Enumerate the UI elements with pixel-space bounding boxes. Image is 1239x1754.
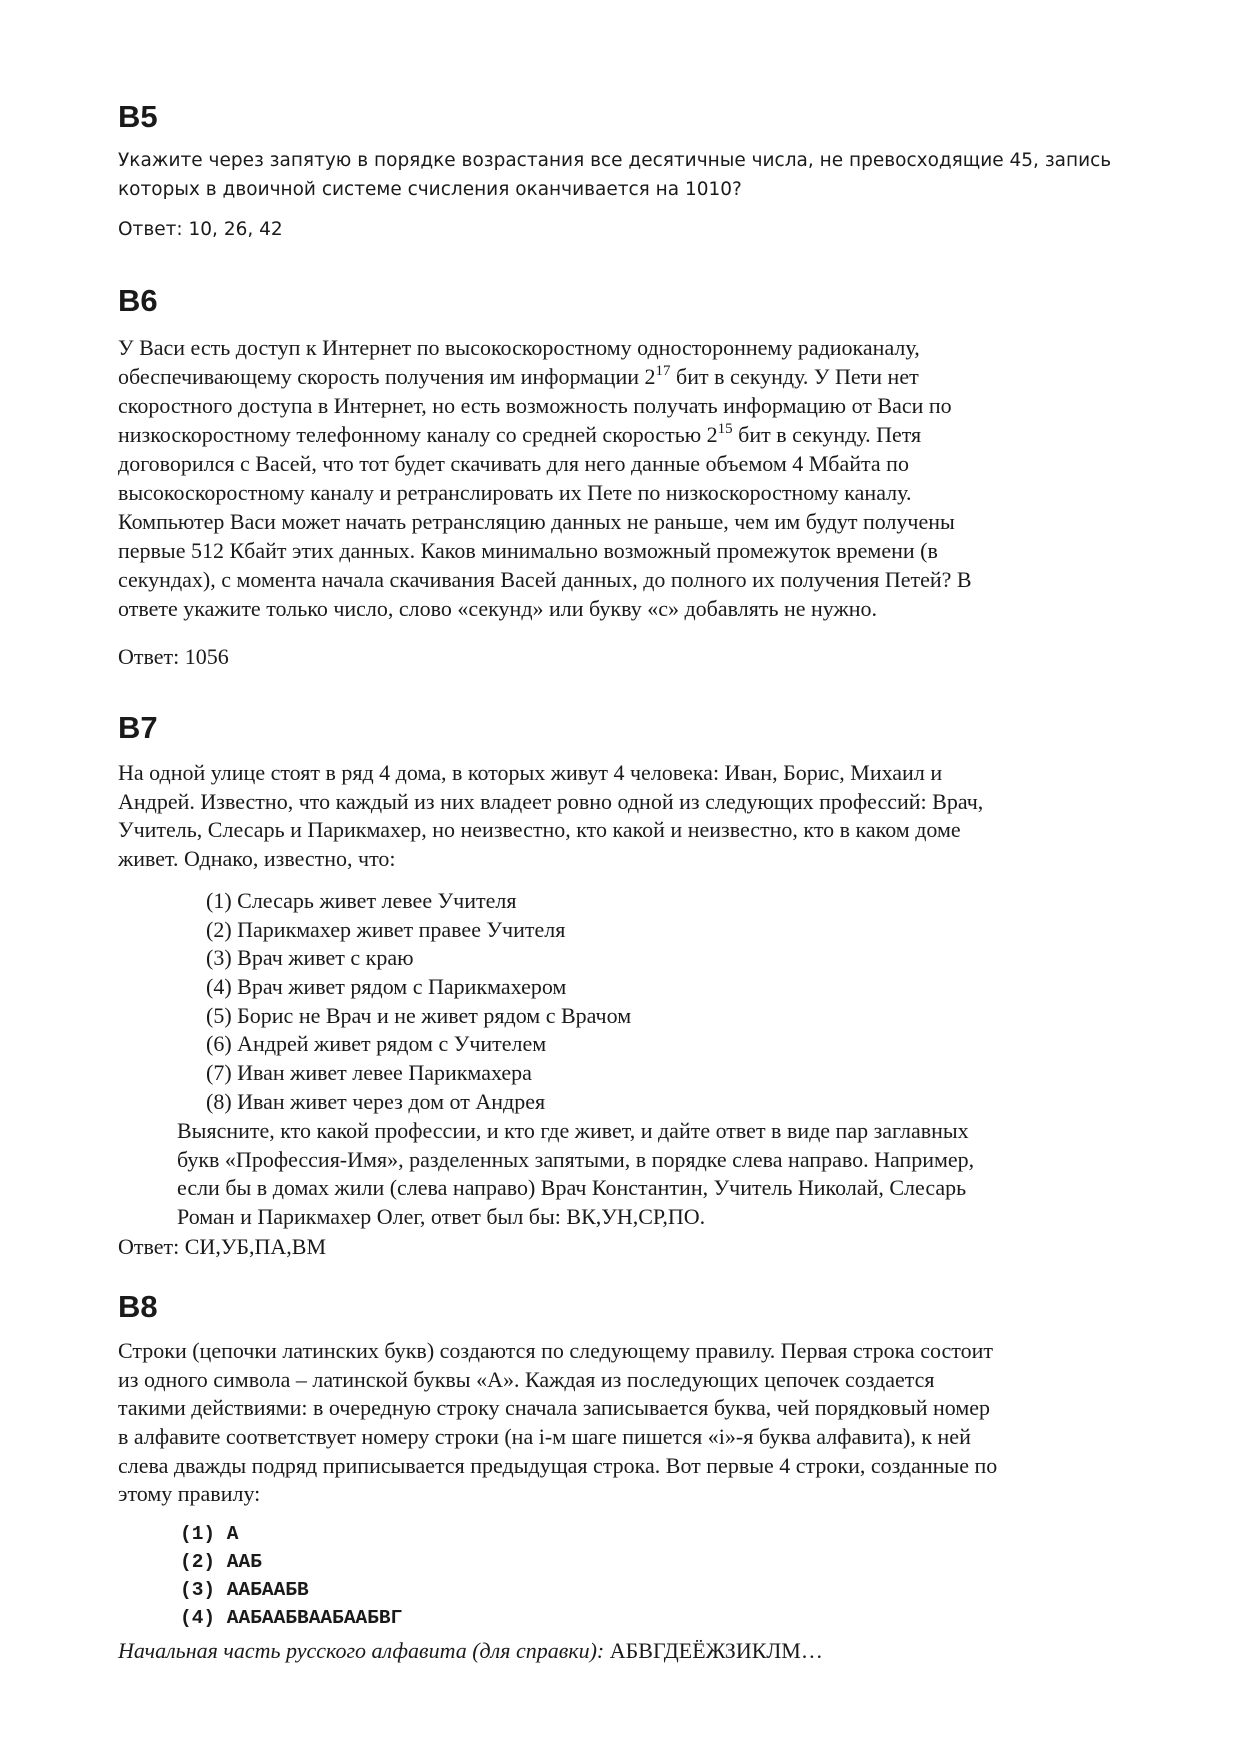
- b6-line-2-tail: бит в секунду. У Пети нет: [670, 364, 919, 389]
- b5-answer: Ответ: 10, 26, 42: [118, 219, 283, 240]
- b5-question-line-2: которых в двоичной системе счисления оканчивается на 1010?: [118, 178, 742, 200]
- b6-answer: Ответ: 1056: [118, 644, 229, 669]
- b6-line-7: Компьютер Васи может начать ретрансляцию данных не раньше, чем им будут получены: [118, 509, 955, 534]
- b6-line-6: высокоскоростному каналу и ретранслировать их Пете по низкоскоростному каналу.: [118, 480, 912, 505]
- b8-string: (2) ААБ: [180, 1551, 262, 1573]
- b7-condition: (2) Парикмахер живет правее Учителя: [206, 916, 566, 942]
- b6-question: [118, 333, 1128, 623]
- b7-explanation: [177, 1117, 1127, 1232]
- b5-question-line-1: Укажите через запятую в порядке возрастания все десятичные числа, не превосходящие 45, запись: [118, 150, 1112, 171]
- b8-string: (4) ААБААБВААБААБВГ: [180, 1607, 403, 1629]
- b6-line-2-text: обеспечивающему скорость получения им информации 2: [118, 364, 656, 389]
- b8-intro-line-5: слева дважды подряд приписывается предыдущая строка. Вот первые 4 строки, созданные по: [118, 1452, 998, 1478]
- b7-intro-line-2: Андрей. Известно, что каждый из них владеет ровно одной из следующих профессий: Врач,: [118, 788, 984, 814]
- b5-question: [118, 147, 1128, 204]
- b7-intro-line-1: На одной улице стоят в ряд 4 дома, в которых живут 4 человека: Иван, Борис, Михаил и: [118, 760, 943, 785]
- b7-conditions-list: [206, 887, 631, 1117]
- b7-condition: (6) Андрей живет рядом с Учителем: [206, 1031, 547, 1057]
- b7-condition: (8) Иван живет через дом от Андрея: [206, 1088, 546, 1114]
- b8-alphabet-value: АБВГДЕЁЖЗИКЛМ…: [604, 1638, 823, 1663]
- b7-intro: [118, 759, 1128, 874]
- b6-line-8: первые 512 Кбайт этих данных. Каков минимально возможный промежуток времени (в: [118, 538, 938, 563]
- b7-condition: (7) Иван живет левее Парикмахера: [206, 1060, 532, 1086]
- b7-condition: (1) Слесарь живет левее Учителя: [206, 888, 517, 913]
- b8-string: (3) ААБААБВ: [180, 1579, 309, 1601]
- b7-answer: Ответ: СИ,УБ,ПА,ВМ: [118, 1234, 327, 1259]
- b8-heading: B8: [118, 1289, 158, 1324]
- b6-exponent-17: 17: [655, 363, 671, 379]
- b6-line-9: секундах), с момента начала скачивания Васей данных, до полного их получения Петей? В: [118, 567, 972, 592]
- b8-intro-line-1: Строки (цепочки латинских букв) создаются по следующему правилу. Первая строка состоит: [118, 1338, 993, 1363]
- b8-alphabet-note: [118, 1636, 1128, 1665]
- b6-exponent-15: 15: [717, 421, 733, 437]
- b8-strings-list: [180, 1520, 402, 1632]
- b6-heading: B6: [118, 283, 158, 318]
- b7-heading: B7: [118, 710, 158, 745]
- b8-alphabet-label: Начальная часть русского алфавита (для справки):: [118, 1638, 605, 1663]
- b6-line-4-tail: бит в секунду. Петя: [732, 422, 922, 447]
- b8-intro-line-4: в алфавите соответствует номеру строки (на i-м шаге пишется «i»-я буква алфавита), к ней: [118, 1424, 971, 1450]
- b7-condition: (3) Врач живет с краю: [206, 945, 414, 971]
- b6-line-1: У Васи есть доступ к Интернет по высокоскоростному одностороннему радиоканалу,: [118, 335, 920, 360]
- b8-intro-line-2: из одного символа – латинской буквы «А». Каждая из последующих цепочек создается: [118, 1366, 935, 1392]
- b7-condition: (5) Борис не Врач и не живет рядом с Врачом: [206, 1002, 632, 1028]
- b7-explanation-line-4: Роман и Парикмахер Олег, ответ был бы: ВК,УН,СР,ПО.: [177, 1204, 706, 1230]
- b6-line-4: [118, 420, 1128, 449]
- b6-line-5: договорился с Васей, что тот будет скачивать для него данные объемом 4 Мбайта по: [118, 451, 909, 476]
- b7-condition: (4) Врач живет рядом с Парикмахером: [206, 974, 567, 1000]
- b7-explanation-line-1: Выясните, кто какой профессии, и кто где живет, и дайте ответ в виде пар заглавных: [177, 1118, 969, 1143]
- b8-intro-line-6: этому правилу:: [118, 1481, 261, 1507]
- b8-string: (1) А: [180, 1523, 239, 1545]
- b5-heading: B5: [118, 99, 158, 134]
- b7-explanation-line-2: букв «Профессия-Имя», разделенных запятыми, в порядке слева направо. Например,: [177, 1146, 975, 1172]
- b8-intro-line-3: такими действиями: в очередную строку сначала записывается буква, чей порядковый номер: [118, 1395, 991, 1421]
- b6-line-4-text: низкоскоростному телефонному каналу со средней скоростью 2: [118, 422, 718, 447]
- b7-intro-line-4: живет. Однако, известно, что:: [118, 846, 396, 872]
- b7-explanation-line-3: если бы в домах жили (слева направо) Врач Константин, Учитель Николай, Слесарь: [177, 1175, 967, 1201]
- b6-line-2: [118, 362, 1128, 391]
- b6-line-3: скоростного доступа в Интернет, но есть возможность получать информацию от Васи по: [118, 393, 952, 418]
- b8-intro: [118, 1337, 1128, 1509]
- b7-intro-line-3: Учитель, Слесарь и Парикмахер, но неизвестно, кто какой и неизвестно, кто в каком доме: [118, 817, 961, 843]
- b6-line-10: ответе укажите только число, слово «секунд» или букву «с» добавлять не нужно.: [118, 596, 877, 621]
